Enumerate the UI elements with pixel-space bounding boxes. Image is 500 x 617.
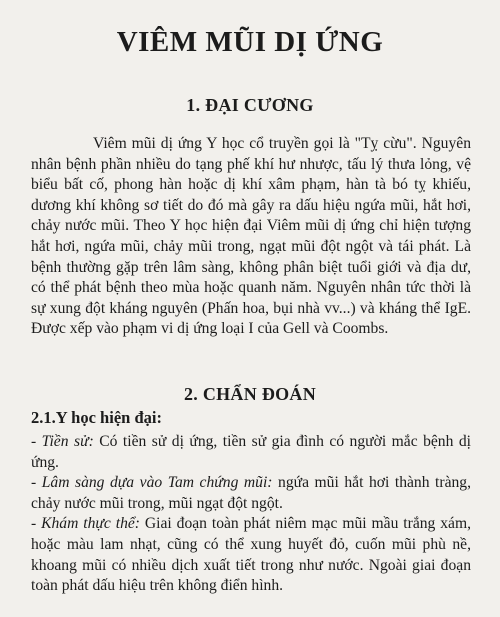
list-item-text: Giai đoạn toàn phát niêm mạc mũi mầu trắng xám, hoặc màu lam nhạt, cũng có thể xung huyết đỏ, cuốn mũi phù nề, khoang mũi có nhiều dịch xuất tiết trong như nước. Ngoài giai đoạn toàn phát dấu hiệu trên không điển hình. (31, 515, 471, 595)
list-item-text: Có tiền sử dị ứng, tiền sử gia đình có người mắc bệnh dị ứng. (31, 433, 472, 471)
list-item-clinical (31, 473, 471, 514)
subsection-heading-modern-medicine: 2.1.Y học hiện đại: (31, 408, 162, 427)
diagnosis-list (31, 432, 471, 597)
list-item-term: - Khám thực thể: (31, 515, 140, 533)
list-item-text: ngứa mũi hắt hơi thành tràng, chảy nước mũi trong, mũi ngạt đột ngột. (31, 474, 471, 512)
list-item-term: - Lâm sàng dựa vào Tam chứng mũi: (31, 474, 273, 492)
list-item-physical-exam (31, 514, 471, 596)
overview-paragraph: Viêm mũi dị ứng Y học cổ truyền gọi là "Tỵ cừu". Nguyên nhân bệnh phần nhiều do tạng phế khí hư nhược, tấu lý thưa lỏng, vệ biểu bất cố, phong hàn hoặc dị khí xâm phạm, hàn tà bó tỵ khiếu, dương khí không sơ tiết do đó mà gây ra dấu hiệu ngứa mũi, hắt hơi, chảy nước mũi. Theo Y học hiện đại Viêm mũi dị ứng chỉ hiện tượng hắt hơi, ngứa mũi, chảy mũi trong, ngạt mũi đột ngột và tái phát. Là bệnh thường gặp trên lâm sàng, không phân biệt tuổi giới và địa dư, có thể phát bệnh theo mùa hoặc quanh năm. Nguyên nhân tức thời là sự xung đột kháng nguyên (Phấn hoa, bụi nhà vv...) và kháng thể IgE. Được xếp vào phạm vi dị ứng loại I của Gell và Coombs. (31, 135, 471, 338)
section-heading-diagnosis: 2. CHẨN ĐOÁN (183, 384, 317, 404)
list-item-history (31, 432, 471, 473)
page-title: VIÊM MŨI DỊ ỨNG (116, 26, 384, 58)
section-heading-overview: 1. ĐẠI CƯƠNG (186, 95, 314, 115)
list-item-term: - Tiền sử: (31, 433, 94, 450)
